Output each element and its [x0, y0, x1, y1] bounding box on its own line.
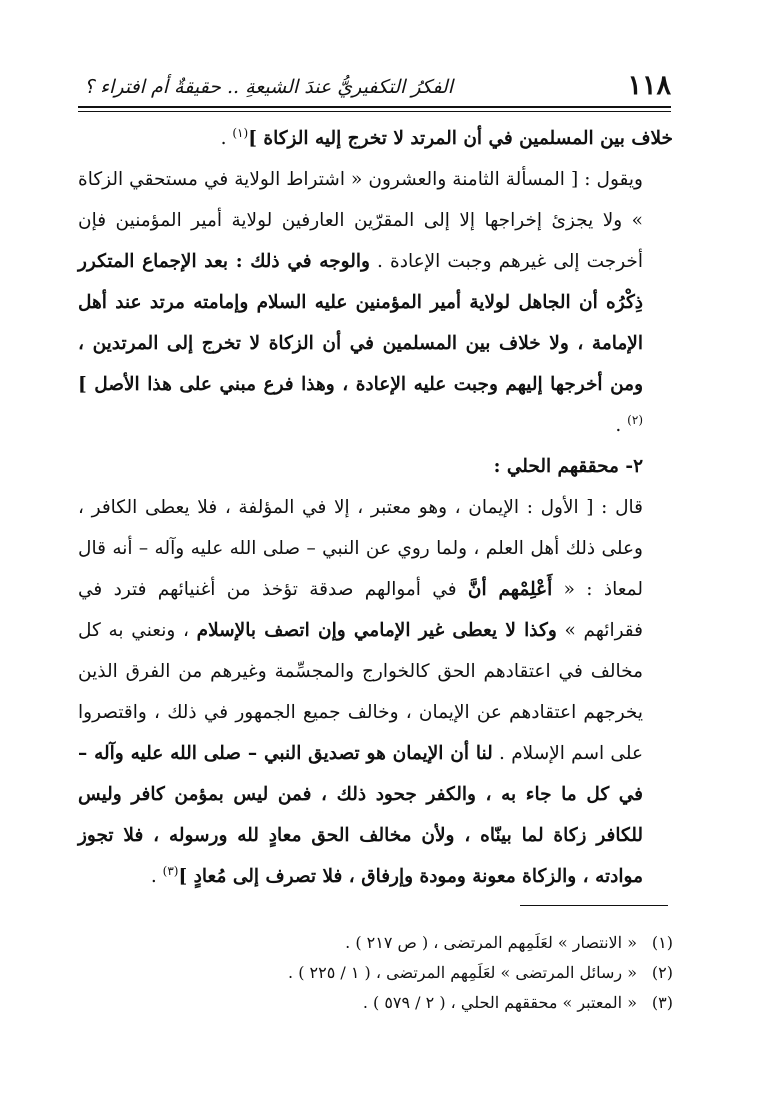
- footnote-ref-2: (٢): [627, 412, 643, 427]
- footnote-separator: [520, 905, 668, 906]
- section-heading: ٢- محققهم الحلي :: [493, 456, 643, 477]
- paragraph-2: ويقول : [ المسألة الثامنة والعشرون « اشتراط الولاية في مستحقي الزكاة » ولا يجزئ إخراجها إلا إلى المقرّين العارفين لولاية أمير المؤمنين فإن أخرجت إلى غيرهم وجبت الإعادة . والوجه في ذلك : بعد الإجماع المتكرر ذِكْرُه أن الجاهل لولاية أمير المؤمنين عليه السلام وإمامته مرتد عند أهل الإمامة ، ولا خلاف بين المسلمين في أن الزكاة لا تخرج إلى المرتدين ، ومن أخرجها إليهم وجبت عليه الإعادة ، وهذا فرع مبني على هذا الأصل ]$^{(٢)}$ .: [78, 169, 643, 436]
- paragraph-2-bold: والوجه في ذلك : بعد الإجماع المتكرر ذِكْرُه أن الجاهل لولاية أمير المؤمنين عليه السلام وإمامته مرتد عند أهل الإمامة ، ولا خلاف بين المسلمين في أن الزكاة لا تخرج إلى المرتدين ، ومن أخرجها إليهم وجبت عليه الإعادة ، وهذا فرع مبني على هذا الأصل ]: [78, 251, 643, 395]
- page-header: [78, 62, 671, 106]
- footnote-2: (٢) « رسائل المرتضى » لعَلَمِهم المرتضى ، ( ١ / ٢٢٥ ) .: [288, 963, 673, 982]
- running-title: الفكرُ التكفيريُّ عندَ الشيعةِ .. حقيقةٌ أم افتراء ؟: [84, 76, 453, 98]
- paragraph-2-plain: ويقول : [ المسألة الثامنة والعشرون « اشتراط الولاية في مستحقي الزكاة » ولا يجزئ إخراجها إلا إلى المقرّين العارفين لولاية أمير المؤمنين فإن أخرجت إلى غيرهم وجبت الإعادة .: [78, 169, 643, 272]
- page-number: ١١٨: [627, 70, 671, 101]
- footnote-1: (١) « الانتصار » لعَلَمِهم المرتضى ، ( ص ٢١٧ ) .: [345, 933, 673, 952]
- header-rule: [78, 106, 671, 112]
- footnote-3: (٣) « المعتبر » محققهم الحلي ، ( ٢ / ٥٧٩ ) .: [362, 993, 673, 1012]
- paragraph-1-text: خلاف بين المسلمين في أن المرتد لا تخرج إليه الزكاة ]: [248, 128, 673, 149]
- footnote-ref-1: (١): [232, 125, 249, 140]
- main-text: [78, 118, 673, 897]
- paragraph-1: خلاف بين المسلمين في أن المرتد لا تخرج إليه الزكاة ]$^{(١)}$ .: [220, 125, 673, 149]
- footnotes: [150, 928, 673, 1018]
- footnote-ref-3: (٣): [162, 863, 179, 878]
- paragraph-3: قال : [ الأول : الإيمان ، وهو معتبر ، إلا في المؤلفة ، فلا يعطى الكافر ، وعلى ذلك أهل العلم ، ولما روي عن النبي – صلى الله عليه وآله – أنه قال لمعاذ : « أَعْلِمْهم أنَّ في أموالهم صدقة تؤخذ من أغنيائهم فترد في فقرائهم » وكذا لا يعطى غير الإمامي وإن اتصف بالإسلام ، ونعني به كل مخالف في اعتقادهم الحق كالخوارج والمجسِّمة وغيرهم من الفرق الذين يخرجهم اعتقادهم عن الإيمان ، وخالف جميع الجمهور في ذلك ، واقتصروا على اسم الإسلام . لنا أن الإيمان هو تصديق النبي – صلى الله عليه وآله – في كل ما جاء به ، والكفر جحود ذلك ، فمن ليس بمؤمن كافر وليس للكافر زكاة لما بينّاه ، ولأن مخالف الحق معادٍ لله ورسوله ، فلا تجوز موادته ، والزكاة معونة ومودة وإرفاق ، فلا تصرف إلى مُعادٍ ]$^{(٣)}$ .: [78, 497, 644, 887]
